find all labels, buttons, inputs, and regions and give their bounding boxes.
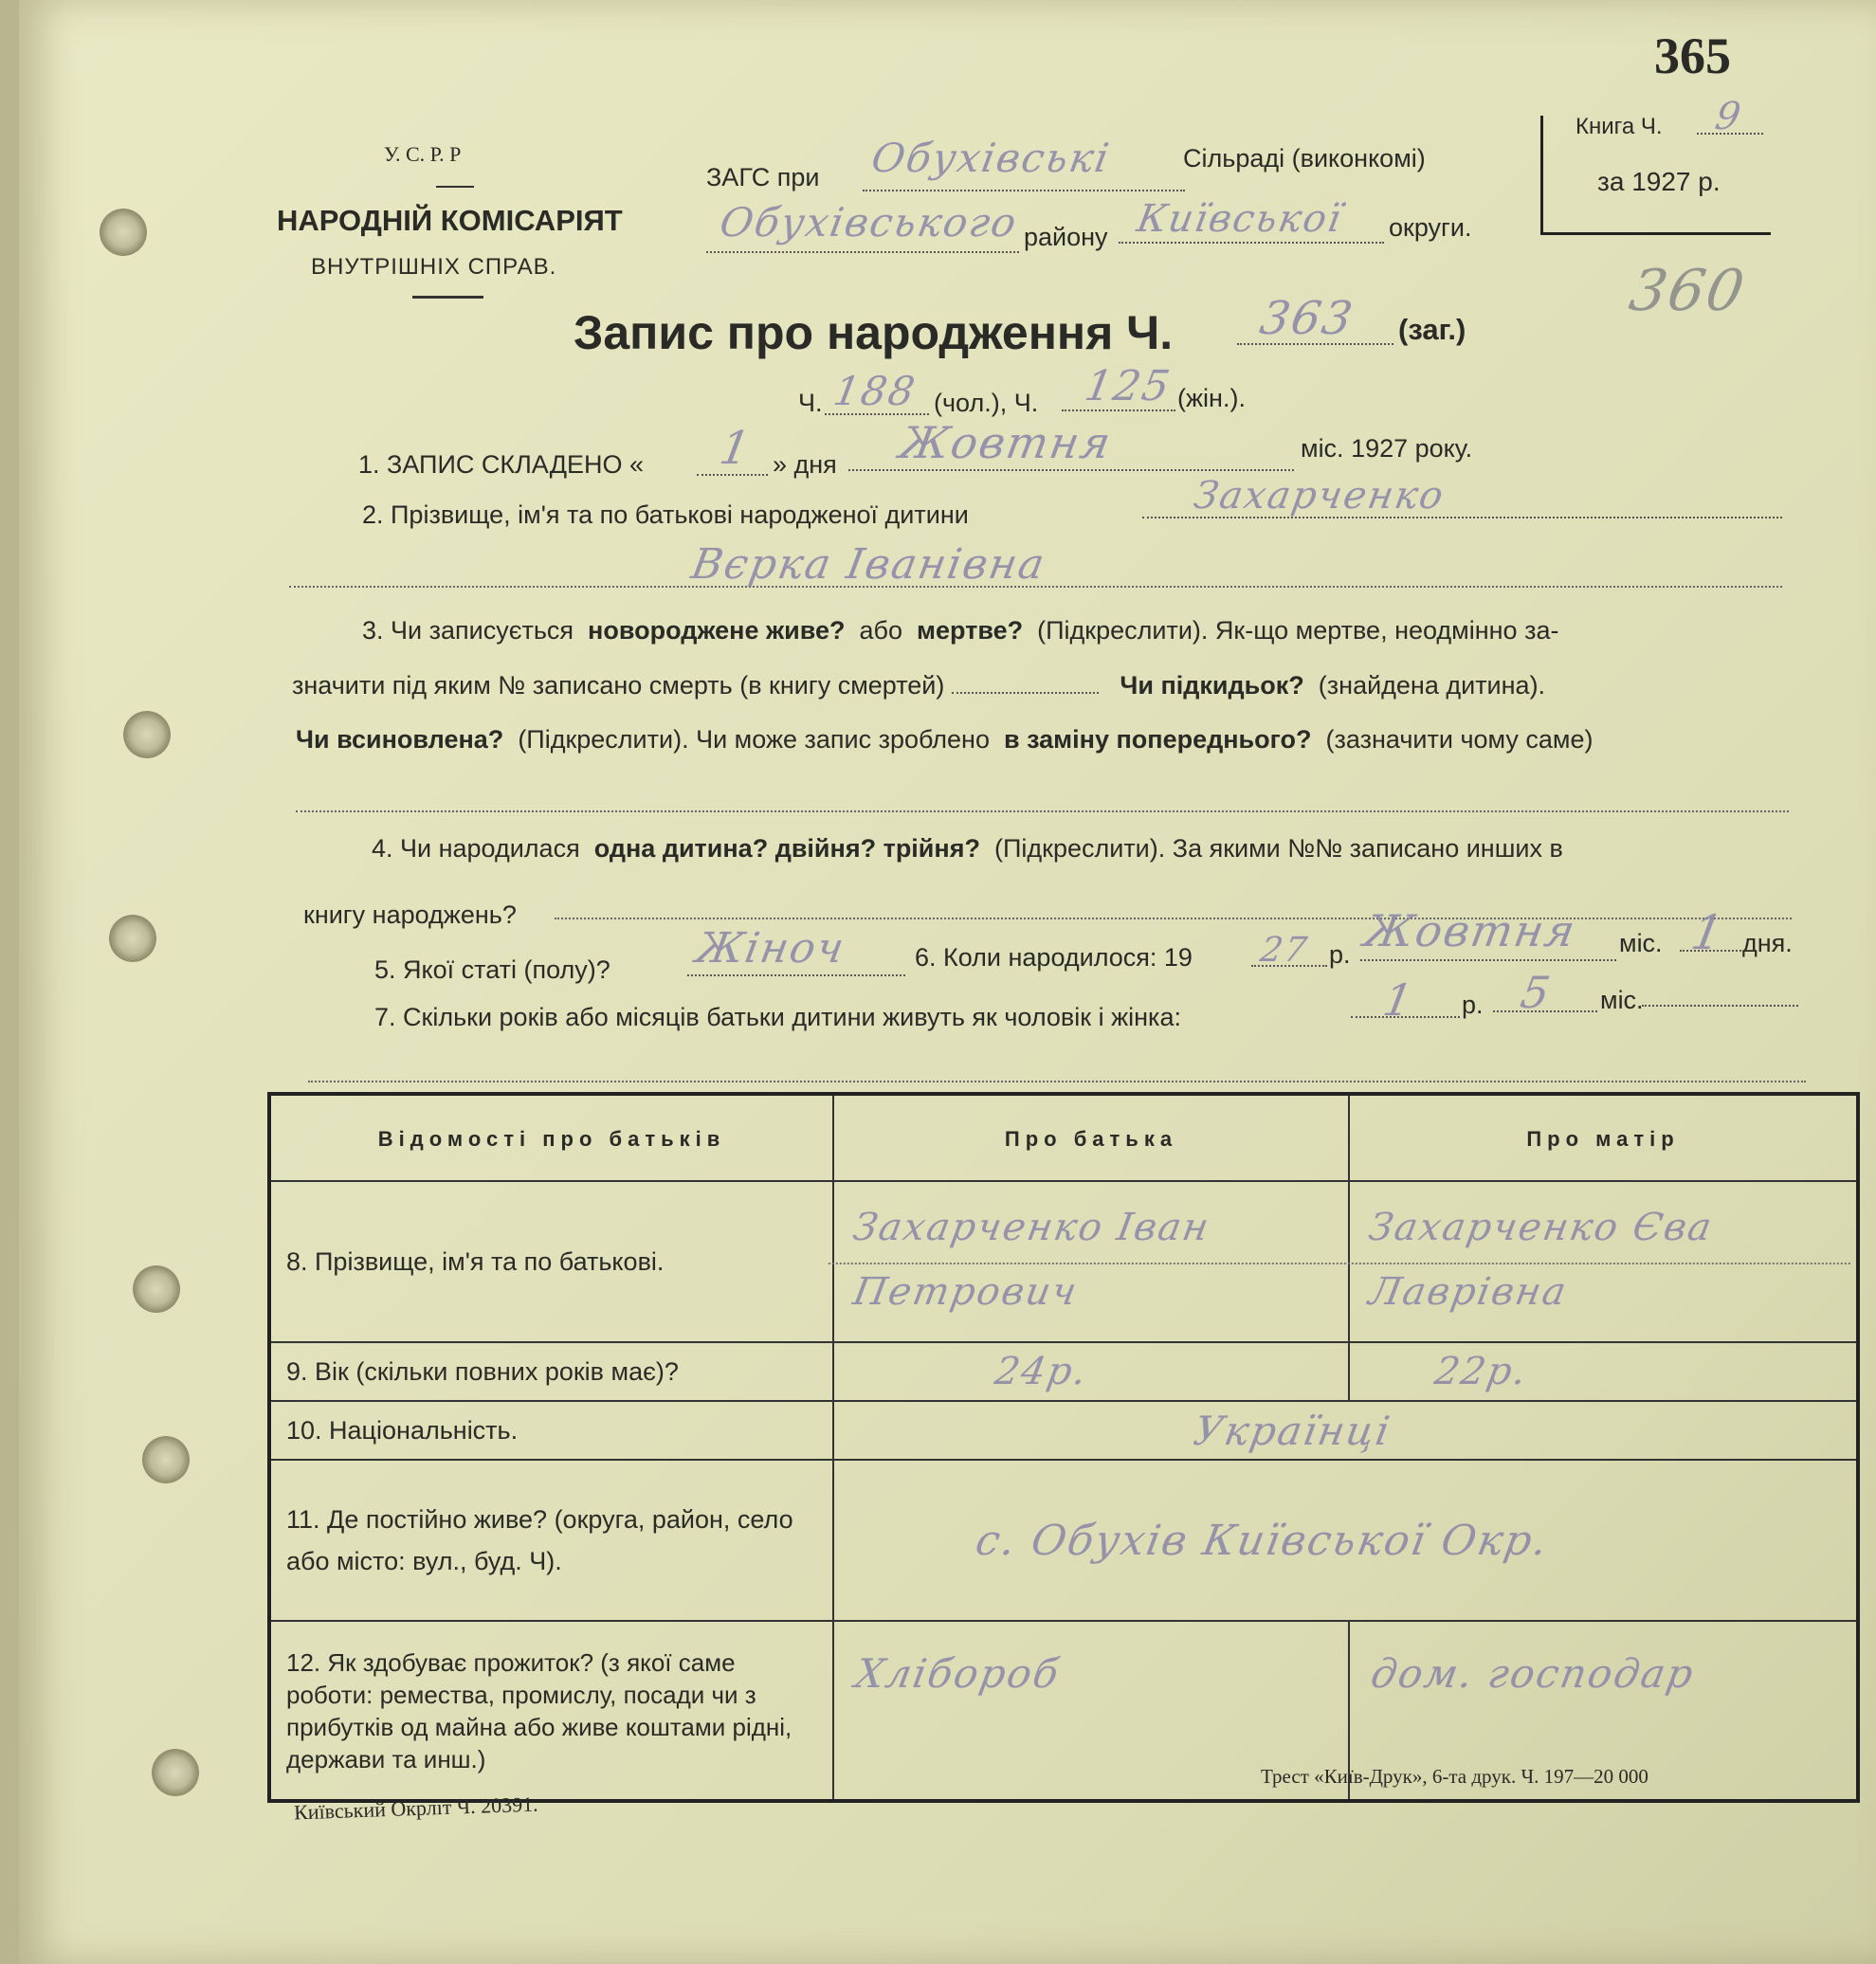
residence-cell: с. Обухів Київської Окр. [819,1460,1872,1621]
republic-label: У. С. Р. Р [384,142,462,166]
record-number-handwritten: 363 [1256,292,1358,345]
binding-hole [100,209,147,256]
table-header-row [269,1094,1858,1181]
father-name-line2: Петрович [849,1270,1082,1314]
q6-mis: міс. [1619,929,1663,957]
male-number-handwritten: 188 [829,368,920,414]
q3-line3: Чи всиновлена? (Підкреслити). Чи може запис зроблено в заміну попереднього? (зазначити чому саме) [296,725,1594,754]
q1-month-handwritten: Жовтня [896,417,1117,468]
mother-age: 22р. [1344,1342,1864,1401]
q2-name-handwritten: Вєрка Іванівна [687,540,1050,589]
female-label: (жін.). [1177,384,1246,412]
zags-prefix: ЗАГС при [706,163,820,191]
mother-name-line2: Лаврівна [1365,1270,1572,1314]
q6-label: 6. Коли народилося: 19 [915,943,1193,972]
table-header: Відомості про батьків [269,1094,833,1181]
district-label: району [1024,223,1108,251]
table-row [269,1460,1858,1621]
q4-line1: 4. Чи народилася одна дитина? двійня? трійня? (Підкреслити). За якими №№ записано инших в [372,834,1563,863]
table-header: Про батька [833,1094,1349,1181]
q6-day-handwritten: 1 [1686,905,1729,960]
q2-label: 2. Прізвище, ім'я та по батькові народженої дитини [362,500,969,529]
divider [436,186,474,188]
commissariat-label: НАРОДНІЙ КОМІСАРІЯТ [277,204,623,237]
q1-day-handwritten: 1 [716,422,756,475]
year-label: за 1927 р. [1597,167,1721,196]
q7-years-handwritten: 1 [1379,974,1419,1026]
row-label: 12. Як здобуває прожиток? (з якої саме роботи: ремества, промислу, посади чи з прибутків од майна або живе коштами рідні, держави та инш.) [269,1621,833,1801]
q7-r: р. [1462,991,1484,1019]
pencil-number: 360 [1624,258,1751,324]
parents-table [267,1092,1860,1803]
q3-line2: значити під яким № записано смерть (в книгу смертей) Чи підкидьок? (знайдена дитина). [292,671,1546,700]
q1-prefix: 1. ЗАПИС СКЛАДЕНО « [358,450,645,479]
q1-mid: » дня [773,450,837,479]
father-cell [833,1181,1349,1342]
department-label: ВНУТРІШНІХ СПРАВ. [311,254,557,280]
district-handwritten: Обухівського [716,199,1022,246]
table-header: Про матір [1349,1094,1858,1181]
mother-cell [1349,1181,1858,1342]
mother-occupation: дом. господар [1333,1621,1874,1801]
council-label: Сільраді (виконкомі) [1183,144,1426,173]
document-page [19,0,1876,1964]
q2-surname-handwritten: Захарченко [1190,474,1448,518]
table-row [269,1401,1858,1460]
q4-line2: книгу народжень? [303,900,517,929]
row-label: 10. Національність. [269,1401,833,1460]
record-title: Запис про народження Ч. [574,306,1174,359]
q6-month-handwritten: Жовтня [1360,905,1581,956]
q6-r: р. [1329,940,1351,969]
okrug-label: округи. [1389,213,1472,242]
q5-handwritten: Жіноч [692,924,849,973]
q7-label: 7. Скільки років або місяців батьки дитини живуть як чоловік і жінка: [374,1003,1181,1031]
q6-year-handwritten: 27 [1257,931,1312,970]
table-row [269,1181,1858,1342]
binding-hole [133,1265,180,1313]
father-occupation: Хлібороб [817,1621,1365,1801]
table-row [269,1342,1858,1401]
nationality-cell: Українці [829,1401,1864,1460]
book-label: Книга Ч. [1575,114,1663,139]
okrug-handwritten: Київської [1133,197,1346,241]
q7-months-handwritten: 5 [1517,967,1557,1018]
male-label: (чол.), Ч. [934,389,1039,417]
mother-name-line1: Захарченко Єва [1344,1196,1863,1264]
binding-hole [123,711,171,758]
binding-hole [142,1436,190,1483]
father-age: 24р. [829,1342,1355,1401]
q7-mis: міс. [1600,986,1644,1014]
q5-label: 5. Якої статі (полу)? [374,955,610,984]
binding-hole [109,915,156,962]
record-suffix: (заг.) [1398,313,1466,346]
row-label: 9. Вік (скільки повних років має)? [269,1342,833,1401]
father-name-line1: Захарченко Іван [829,1196,1355,1264]
book-handwritten: 9 [1711,95,1746,138]
q1-suffix: міс. 1927 року. [1301,434,1473,463]
zags-handwritten: Обухівські [867,135,1115,181]
footer-left: Київський Окрліт Ч. 20391. [293,1791,538,1825]
row-label: 8. Прізвище, ім'я та по батькові. [269,1181,833,1342]
male-ch-label: Ч. [798,389,823,417]
binding-hole [152,1749,199,1796]
row-label: 11. Де постійно живе? (округа, район, село або місто: вул., буд. Ч). [269,1460,833,1621]
q3-line1: 3. Чи записується новороджене живе? або мертве? (Підкреслити). Як-що мертве, неодмінно за- [362,616,1559,645]
q6-dnya: дня. [1742,929,1793,957]
female-number-handwritten: 125 [1081,362,1175,410]
sheet-number: 365 [1654,27,1731,84]
divider [412,296,483,299]
footer-right: Трест «Київ-Друк», 6-та друк. Ч. 197—20 000 [1261,1765,1648,1788]
